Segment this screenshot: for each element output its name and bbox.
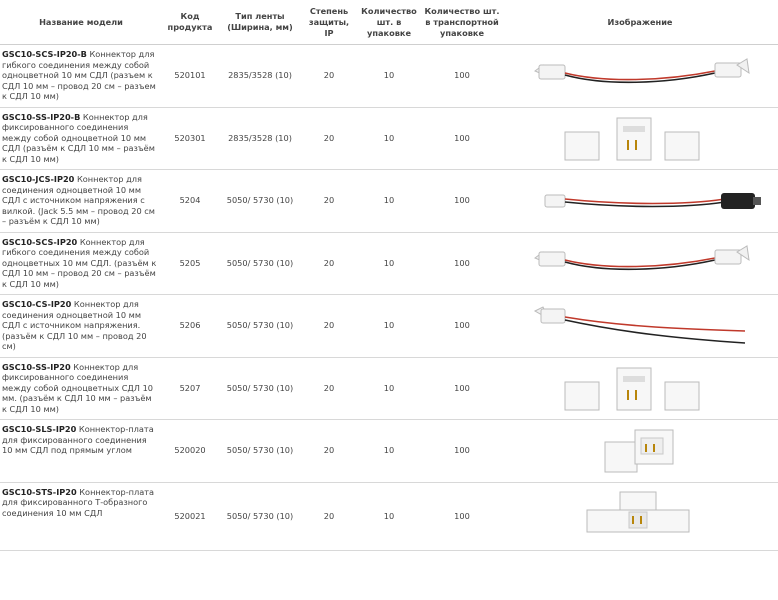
header-qty-pack: Количество шт. в упаковке [356, 0, 422, 45]
qty-pack: 10 [356, 295, 422, 358]
product-code: 520101 [162, 45, 218, 108]
product-code: 520020 [162, 420, 218, 483]
model-name: GSC10-JCS-IP20 [2, 174, 75, 184]
model-cell [0, 45, 162, 108]
ip-rating: 20 [302, 170, 356, 233]
tape-type: 2835/3528 (10) [218, 45, 302, 108]
header-row [0, 0, 778, 45]
product-image [502, 482, 778, 550]
product-image [502, 107, 778, 170]
t-connector-image [515, 488, 765, 544]
wire-lead-image [515, 301, 765, 351]
model-name: GSC10-SCS-IP20-B [2, 49, 87, 59]
model-name: GSC10-STS-IP20 [2, 486, 77, 497]
qty-transport: 100 [422, 420, 502, 483]
tape-type: 5050/ 5730 (10) [218, 420, 302, 483]
table-row [0, 107, 778, 170]
model-description: Коннектор для фиксированного соединения между собой одноцветной 10 мм СДЛ (разъём к СДЛ 10 мм – разъём к СДЛ 10 мм) [2, 111, 155, 164]
qty-pack: 10 [356, 45, 422, 108]
model-cell [0, 357, 162, 420]
tape-type: 5050/ 5730 (10) [218, 170, 302, 233]
model-description: Коннектор для фиксированного соединения между собой одноцветных СДЛ 10 мм. (разъём к СДЛ 10 мм – разъём к СДЛ 10 мм) [2, 361, 153, 414]
qty-pack: 10 [356, 170, 422, 233]
model-description: Коннектор для гибкого соединения между собой одноцветных 10 мм СДЛ. (разъём к СДЛ 10 мм – провод 20 см – разъём к СДЛ 10 мм) [2, 236, 157, 289]
model-description: Коннектор-плата для фиксированного соединения 10 мм СДЛ под прямым углом [2, 424, 154, 456]
product-image [502, 357, 778, 420]
cable-connector-image [515, 53, 765, 99]
table-row [0, 482, 778, 550]
header-ip: Степень защиты, IP [302, 0, 356, 45]
qty-transport: 100 [422, 357, 502, 420]
product-code: 5207 [162, 357, 218, 420]
table-row [0, 170, 778, 233]
qty-transport: 100 [422, 170, 502, 233]
product-code: 5204 [162, 170, 218, 233]
model-description: Коннектор-плата для фиксированного Т-образного соединения 10 мм СДЛ [2, 486, 155, 518]
product-image [502, 232, 778, 295]
qty-pack: 10 [356, 232, 422, 295]
product-image [502, 45, 778, 108]
model-cell [0, 107, 162, 170]
tape-type: 2835/3528 (10) [218, 107, 302, 170]
model-cell [0, 420, 162, 483]
qty-transport: 100 [422, 482, 502, 550]
l-connector-image [515, 424, 765, 478]
header-qty-transport: Количество шт. в транспортной упаковке [422, 0, 502, 45]
tape-type: 5050/ 5730 (10) [218, 482, 302, 550]
table-row [0, 420, 778, 483]
table-row [0, 295, 778, 358]
ip-rating: 20 [302, 295, 356, 358]
ip-rating: 20 [302, 420, 356, 483]
table-row [0, 45, 778, 108]
model-cell [0, 232, 162, 295]
product-image [502, 170, 778, 233]
product-code: 520021 [162, 482, 218, 550]
model-name: GSC10-SS-IP20-B [2, 111, 81, 122]
clip-connector-image [515, 360, 765, 416]
header-image: Изображение [502, 0, 778, 45]
qty-transport: 100 [422, 295, 502, 358]
table-row [0, 232, 778, 295]
tape-type: 5050/ 5730 (10) [218, 295, 302, 358]
table-row [0, 357, 778, 420]
clip-connector-image [515, 110, 765, 166]
model-description: Коннектор для соединения одноцветной 10 мм СДЛ с источником напряжения с вилкой. (Jack 5.5 мм – провод 20 см – разъём к СДЛ 10 мм) [2, 174, 155, 227]
header-code: Код продукта [162, 0, 218, 45]
qty-pack: 10 [356, 420, 422, 483]
qty-transport: 100 [422, 45, 502, 108]
product-code: 5206 [162, 295, 218, 358]
qty-transport: 100 [422, 232, 502, 295]
product-code: 5205 [162, 232, 218, 295]
model-name: GSC10-CS-IP20 [2, 299, 72, 309]
qty-pack: 10 [356, 107, 422, 170]
model-cell [0, 170, 162, 233]
qty-transport: 100 [422, 107, 502, 170]
ip-rating: 20 [302, 107, 356, 170]
ip-rating: 20 [302, 357, 356, 420]
header-name: Название модели [0, 0, 162, 45]
model-description: Коннектор для соединения одноцветной 10 мм СДЛ с источником напряжения. (разъём к СДЛ 10 мм – провод 20 см) [2, 299, 147, 352]
tape-type: 5050/ 5730 (10) [218, 357, 302, 420]
model-name: GSC10-SCS-IP20 [2, 236, 78, 247]
product-image [502, 420, 778, 483]
jack-connector-image [515, 181, 765, 221]
model-cell [0, 482, 162, 550]
ip-rating: 20 [302, 232, 356, 295]
qty-pack: 10 [356, 357, 422, 420]
header-tape: Тип ленты (Ширина, мм) [218, 0, 302, 45]
product-image [502, 295, 778, 358]
model-description: Коннектор для гибкого соединения между собой одноцветной 10 мм СДЛ (разъем к СДЛ 10 мм – провод 20 см – разъем к СДЛ 10 мм) [2, 49, 156, 102]
product-code: 520301 [162, 107, 218, 170]
cable-connector-image [515, 240, 765, 286]
model-name: GSC10-SLS-IP20 [2, 424, 77, 434]
ip-rating: 20 [302, 45, 356, 108]
ip-rating: 20 [302, 482, 356, 550]
model-name: GSC10-SS-IP20 [2, 361, 71, 372]
model-cell [0, 295, 162, 358]
qty-pack: 10 [356, 482, 422, 550]
tape-type: 5050/ 5730 (10) [218, 232, 302, 295]
